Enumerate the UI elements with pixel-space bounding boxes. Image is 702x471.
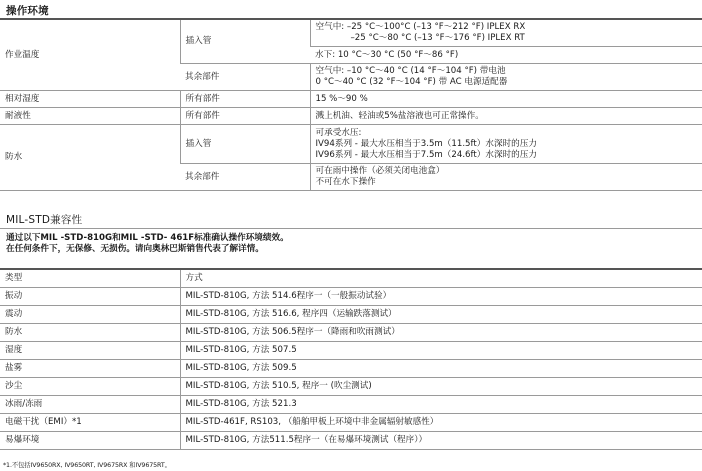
env-row-liquid [0, 108, 702, 125]
op-temp-air-line1: 空气中: –25 °C～100°C (–13 °F～212 °F) IPLEX RX [315, 22, 526, 32]
mil-method: MIL-STD-810G, 方法 506.5程序一（降雨和吹雨测试） [180, 324, 702, 342]
waterproof-insert-line3: IV96系列 - 最大水压相当于7.5m（24.6ft）水深时的压力 [315, 149, 537, 160]
mil-row [0, 324, 702, 342]
op-temp-air-line2: –25 °C～80 °C (–13 °F～176 °F) IPLEX RT [350, 33, 525, 43]
waterproof-insert-value [310, 125, 702, 164]
footnote: *1.不包括IV9650RX, IV9650RT, IV9675RX 和IV9675RT。 [3, 462, 171, 469]
op-temp-other-part: 其余部件 [180, 64, 310, 91]
op-temp-insert-part: 插入管 [180, 19, 310, 64]
env-row-humidity [0, 91, 702, 108]
waterproof-other-line2: 不可在水下操作 [315, 177, 376, 187]
mil-type: 沙尘 [0, 378, 180, 396]
waterproof-insert-line1: 可承受水压: [315, 127, 362, 138]
mil-row [0, 360, 702, 378]
waterproof-other-part: 其余部件 [180, 164, 310, 191]
op-temp-other-line2: 0 °C～40 °C (32 °F～104 °F) 带 AC 电源适配器 [315, 77, 508, 87]
liquid-value: 溅上机油、轻油或5%盐溶液也可正常操作。 [310, 108, 702, 125]
env-section-title: 操作环境 [6, 5, 49, 17]
mil-method: MIL-STD-810G, 方法 509.5 [180, 360, 702, 378]
mil-row [0, 342, 702, 360]
mil-intro-line2: 在任何条件下，无保修、无损伤。请向奥林巴斯销售代表了解详情。 [6, 244, 264, 254]
mil-type: 电磁干扰（EMI）*1 [0, 414, 180, 432]
mil-type: 震动 [0, 306, 180, 324]
mil-method: MIL-STD-810G, 方法 507.5 [180, 342, 702, 360]
mil-row [0, 306, 702, 324]
mil-row [0, 396, 702, 414]
humidity-label: 相对湿度 [0, 91, 180, 108]
mil-row [0, 288, 702, 306]
waterproof-other-line1: 可在雨中操作（必须关闭电池盒） [315, 166, 445, 176]
waterproof-label: 防水 [0, 125, 180, 191]
liquid-part: 所有部件 [180, 108, 310, 125]
liquid-label: 耐液性 [0, 108, 180, 125]
mil-row [0, 378, 702, 396]
op-temp-other-line1: 空气中: –10 °C～40 °C (14 °F～104 °F) 带电池 [315, 66, 506, 76]
waterproof-insert-line2: IV94系列 - 最大水压相当于3.5m（11.5ft）水深时的压力 [315, 138, 537, 149]
mil-intro [6, 233, 289, 255]
mil-type: 冰雨/冻雨 [0, 396, 180, 414]
mil-type: 盐雾 [0, 360, 180, 378]
mil-type: 防水 [0, 324, 180, 342]
mil-table [0, 268, 702, 450]
waterproof-other-value [310, 164, 702, 191]
op-temp-insert-water: 水下: 10 °C～30 °C (50 °F～86 °F) [310, 47, 702, 64]
humidity-part: 所有部件 [180, 91, 310, 108]
env-row-waterproof-insert [0, 125, 702, 164]
mil-method: MIL-STD-810G, 方法 521.3 [180, 396, 702, 414]
mil-row [0, 432, 702, 450]
mil-method: MIL-STD-461F, RS103, （船舶甲板上环境中非金属辐射敏感性） [180, 414, 702, 432]
mil-method: MIL-STD-810G, 方法 510.5, 程序一 (吹尘测试) [180, 378, 702, 396]
mil-type: 湿度 [0, 342, 180, 360]
op-temp-insert-air [310, 19, 702, 47]
mil-row [0, 414, 702, 432]
mil-title-rule [0, 228, 702, 229]
mil-method: MIL-STD-810G, 方法511.5程序一（在易爆环境测试（程序）） [180, 432, 702, 450]
mil-method: MIL-STD-810G, 方法 516.6, 程序四（运输跌落测试） [180, 306, 702, 324]
op-temp-other-value [310, 64, 702, 91]
env-table [0, 18, 702, 191]
env-row-op-temp-insert-air [0, 19, 702, 47]
mil-type: 振动 [0, 288, 180, 306]
mil-section-title: MIL-STD兼容性 [6, 214, 83, 226]
mil-header-row [0, 269, 702, 288]
mil-method: MIL-STD-810G, 方法 514.6程序一（一般振动试验） [180, 288, 702, 306]
waterproof-insert-part: 插入管 [180, 125, 310, 164]
humidity-value: 15 %～90 % [310, 91, 702, 108]
mil-type: 易爆环境 [0, 432, 180, 450]
mil-header-method: 方式 [180, 269, 702, 288]
mil-header-type: 类型 [0, 269, 180, 288]
mil-intro-line1: 通过以下MIL -STD-810G和MIL -STD- 461F标准确认操作环境绩效。 [6, 233, 289, 243]
op-temp-label: 作业温度 [0, 19, 180, 91]
